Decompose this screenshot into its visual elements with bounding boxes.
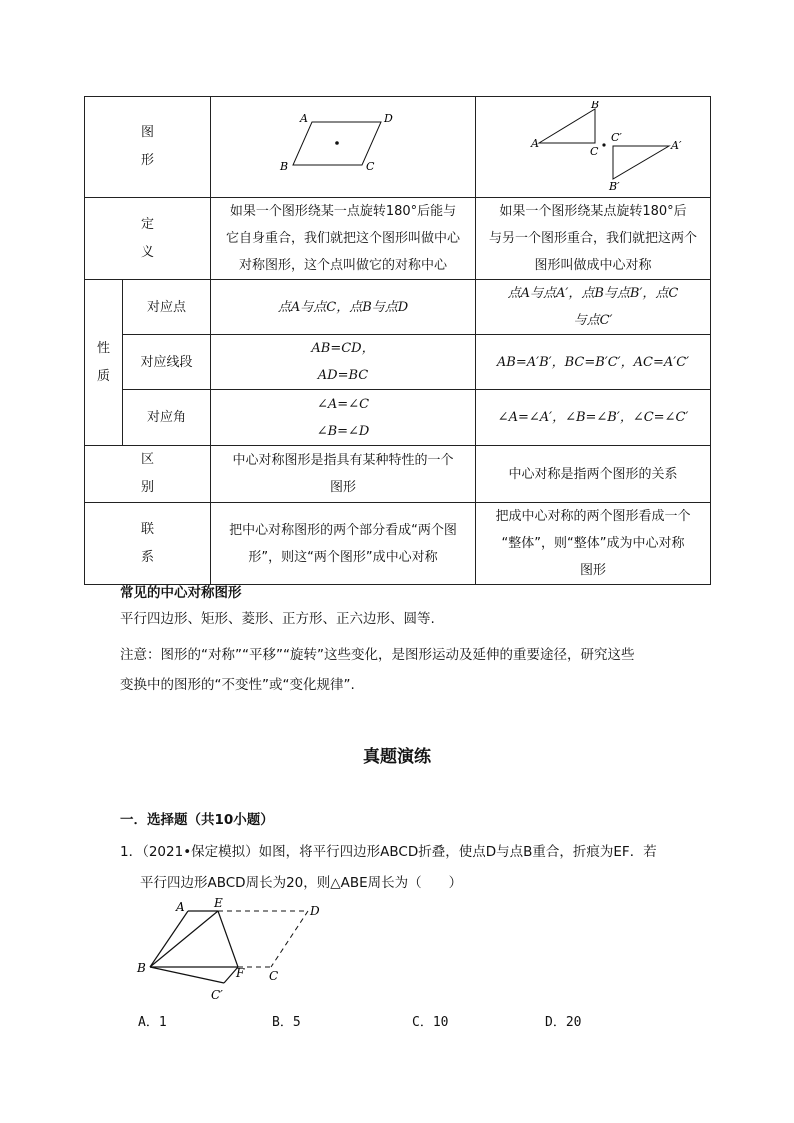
table-row bbox=[85, 97, 711, 198]
option-b[interactable]: B．5 bbox=[272, 1015, 301, 1030]
table-row bbox=[85, 503, 711, 585]
parallelogram-figure-cell bbox=[211, 97, 476, 198]
svg-text:A: A bbox=[531, 137, 539, 150]
row-head-properties: 性 质 bbox=[85, 280, 123, 446]
definition-left: 如果一个图形绕某一点旋转180°后能与 它自身重合，我们就把这个图形叫做中心 对称图形，这个点叫做它的对称中心 bbox=[211, 198, 476, 280]
question-line-2: 平行四边形ABCD周长为20，则△ABE周长为（ ） bbox=[140, 875, 463, 891]
row-head-difference: 区 别 bbox=[85, 446, 211, 503]
triangles-figure-cell bbox=[476, 97, 711, 198]
svg-text:E: E bbox=[214, 896, 223, 910]
row-head-definition: 定 义 bbox=[85, 198, 211, 280]
common-figures-list: 平行四边形、矩形、菱形、正方形、正六边形、圆等. bbox=[120, 611, 435, 627]
table-row bbox=[85, 446, 711, 503]
difference-right: 中心对称是指两个图形的关系 bbox=[476, 446, 711, 503]
sub-head-angles: 对应角 bbox=[123, 390, 211, 446]
svg-text:C: C bbox=[590, 145, 599, 158]
sub-head-points: 对应点 bbox=[123, 280, 211, 335]
table-row bbox=[85, 198, 711, 280]
table-row bbox=[85, 335, 711, 390]
svg-text:B′: B′ bbox=[609, 180, 620, 193]
option-d[interactable]: D．20 bbox=[545, 1015, 582, 1030]
row-head-figure: 图 形 bbox=[85, 97, 211, 198]
svg-text:D: D bbox=[384, 112, 393, 125]
part-heading: 一．选择题（共10小题） bbox=[120, 812, 274, 828]
svg-text:A′: A′ bbox=[671, 139, 682, 152]
relation-right: 把成中心对称的两个图形看成一个 “整体”，则“整体”成为中心对称 图形 bbox=[476, 503, 711, 585]
svg-text:F: F bbox=[236, 966, 245, 980]
svg-text:D: D bbox=[310, 904, 320, 918]
svg-text:A: A bbox=[176, 900, 185, 914]
table-row bbox=[85, 390, 711, 446]
svg-text:C: C bbox=[269, 969, 279, 983]
question-figure bbox=[128, 893, 338, 1005]
svg-text:B: B bbox=[280, 160, 289, 173]
svg-text:C′: C′ bbox=[211, 988, 223, 1002]
comparison-table bbox=[84, 96, 711, 585]
angles-right: ∠A=∠A′，∠B=∠B′，∠C=∠C′ bbox=[476, 390, 711, 446]
sub-head-segments: 对应线段 bbox=[123, 335, 211, 390]
points-left: 点A与点C，点B与点D bbox=[211, 280, 476, 335]
svg-text:A: A bbox=[300, 112, 308, 125]
table-row bbox=[85, 280, 711, 335]
difference-left: 中心对称图形是指具有某种特性的一个 图形 bbox=[211, 446, 476, 503]
svg-text:C: C bbox=[366, 160, 375, 173]
angles-left: ∠A=∠C ∠B=∠D bbox=[211, 390, 476, 446]
svg-text:C′: C′ bbox=[611, 131, 622, 144]
option-c[interactable]: C．10 bbox=[412, 1015, 449, 1030]
svg-text:B: B bbox=[137, 961, 146, 975]
triangles-figure bbox=[493, 101, 693, 193]
segments-right: AB=A′B′，BC=B′C′，AC=A′C′ bbox=[476, 335, 711, 390]
relation-left: 把中心对称图形的两个部分看成“两个图 形”，则这“两个图形”成中心对称 bbox=[211, 503, 476, 585]
note-line-1: 注意：图形的“对称”“平移”“旋转”这些变化，是图形运动及延伸的重要途径，研究这些 bbox=[120, 647, 635, 663]
points-right: 点A与点A′，点B与点B′，点C 与点C′ bbox=[476, 280, 711, 335]
question-line-1: 1．（2021•保定模拟）如图，将平行四边形ABCD折叠，使点D与点B重合，折痕为EF．若 bbox=[120, 844, 657, 860]
segments-left: AB=CD， AD=BC bbox=[211, 335, 476, 390]
svg-text:B: B bbox=[591, 101, 600, 111]
option-a[interactable]: A．1 bbox=[138, 1015, 167, 1030]
note-line-2: 变换中的图形的“不变性”或“变化规律”. bbox=[120, 677, 355, 693]
row-head-relation: 联 系 bbox=[85, 503, 211, 585]
parallelogram-figure bbox=[268, 107, 418, 187]
definition-right: 如果一个图形绕某点旋转180°后 与另一个图形重合，我们就把这两个 图形叫做成中心对称 bbox=[476, 198, 711, 280]
common-figures-heading: 常见的中心对称图形 bbox=[120, 585, 242, 601]
section-title: 真题演练 bbox=[363, 747, 431, 767]
